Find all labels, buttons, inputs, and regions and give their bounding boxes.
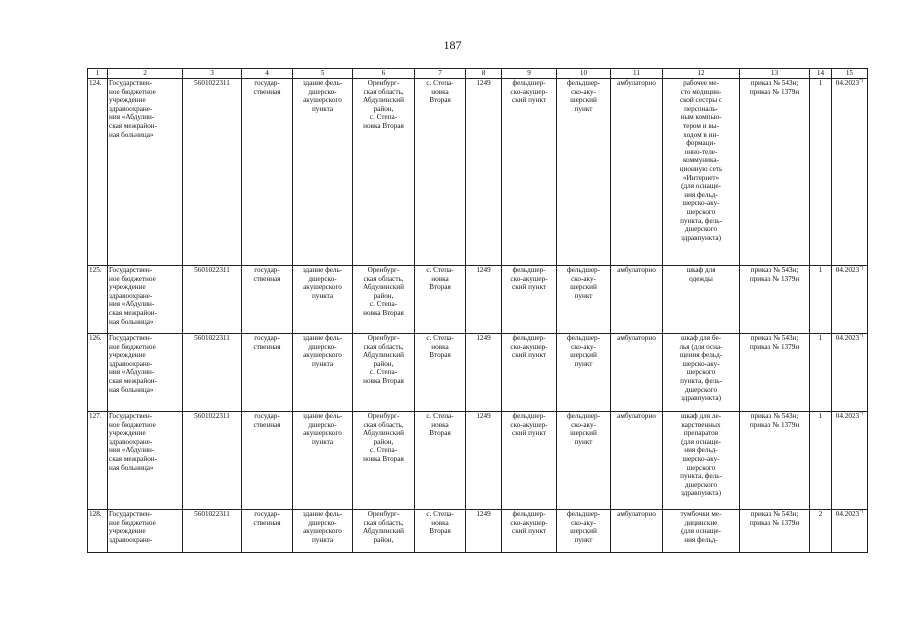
delivery-date-cell — [832, 266, 868, 334]
equipment-quantity: 1 — [810, 334, 832, 412]
ownership-form: государ- ственная — [242, 79, 293, 266]
settlement-code: 1249 — [466, 510, 502, 553]
column-number: 7 — [415, 69, 466, 79]
table-row — [88, 266, 868, 334]
column-number: 15 — [832, 69, 868, 79]
building-address: Оренбург- ская область, Абдулинский район, с. Степа- новка Вторая — [353, 412, 415, 510]
column-number: 11 — [611, 69, 663, 79]
footnote-mark: *) — [859, 78, 864, 84]
unit-type: фельдшер- ско-аку- шерский пункт — [557, 510, 611, 553]
equipment-quantity: 2 — [810, 510, 832, 553]
equipment-quantity: 1 — [810, 266, 832, 334]
column-number: 4 — [242, 69, 293, 79]
unit-type: фельдшер- ско-аку- шерский пункт — [557, 412, 611, 510]
settlement-name: с. Степа- новка Вторая — [415, 79, 466, 266]
equipment-quantity: 1 — [810, 412, 832, 510]
table-row — [88, 412, 868, 510]
column-number-row — [88, 69, 868, 79]
ownership-form: государ- ственная — [242, 412, 293, 510]
building-address: Оренбург- ская область, Абдулинский район, — [353, 510, 415, 553]
building-name: здание фель- дшерско- акушерского пункта — [293, 412, 353, 510]
unit-name: фельдшер- ско-акушер- ский пункт — [502, 334, 557, 412]
delivery-date: 04.2023 — [835, 510, 860, 518]
column-number: 3 — [183, 69, 242, 79]
column-number: 8 — [466, 69, 502, 79]
unit-type: фельдшер- ско-аку- шерский пункт — [557, 79, 611, 266]
delivery-date: 04.2023 — [835, 266, 860, 274]
building-address: Оренбург- ская область, Абдулинский район, с. Степа- новка Вторая — [353, 79, 415, 266]
organization-name: Государствен- ное бюджетное учреждение здравоохране- ния «Абдулин- ская межрайон- ная больница» — [108, 334, 183, 412]
delivery-date: 04.2023 — [835, 412, 860, 420]
unit-type: фельдшер- ско-аку- шерский пункт — [557, 266, 611, 334]
unit-name: фельдшер- ско-акушер- ский пункт — [502, 79, 557, 266]
row-number: 126. — [88, 334, 108, 412]
unit-name: фельдшер- ско-акушер- ский пункт — [502, 266, 557, 334]
organization-code: 5601022311 — [183, 412, 242, 510]
delivery-date-cell — [832, 334, 868, 412]
organization-name: Государствен- ное бюджетное учреждение здравоохране- ния «Абдулин- ская межрайон- ная больница» — [108, 79, 183, 266]
column-number: 9 — [502, 69, 557, 79]
settlement-name: с. Степа- новка Вторая — [415, 334, 466, 412]
equipment-name: рабочее ме- сто медицин- ской сестры с персональ- ным компью- тером и вы- ходом в ин- формаци- онно-теле- коммуника- ционную сеть «Интернет» (для оснаще- ния фельд- шерско-аку- шерского пункта, фель- дшерского здравпункта) — [663, 79, 740, 266]
care-form: амбулаторно — [611, 510, 663, 553]
column-number: 12 — [663, 69, 740, 79]
page-number: 187 — [443, 38, 462, 52]
order-reference: приказ № 543н; приказ № 1379н — [740, 412, 810, 510]
table-row — [88, 510, 868, 553]
column-number: 14 — [810, 69, 832, 79]
column-number: 5 — [293, 69, 353, 79]
order-reference: приказ № 543н; приказ № 1379н — [740, 79, 810, 266]
column-number: 13 — [740, 69, 810, 79]
registry-table — [87, 68, 868, 553]
equipment-name: тумбочки ме- дицинские (для оснаще- ния фельд- — [663, 510, 740, 553]
settlement-code: 1249 — [466, 266, 502, 334]
settlement-name: с. Степа- новка Вторая — [415, 510, 466, 553]
organization-name: Государствен- ное бюджетное учреждение здравоохране- ния «Абдулин- ская межрайон- ная больница» — [108, 412, 183, 510]
ownership-form: государ- ственная — [242, 334, 293, 412]
unit-type: фельдшер- ско-аку- шерский пункт — [557, 334, 611, 412]
settlement-name: с. Степа- новка Вторая — [415, 412, 466, 510]
settlement-code: 1249 — [466, 412, 502, 510]
footnote-mark: *) — [859, 509, 864, 515]
care-form: амбулаторно — [611, 412, 663, 510]
organization-code: 5601022311 — [183, 510, 242, 553]
column-number: 2 — [108, 69, 183, 79]
organization-name: Государствен- ное бюджетное учреждение здравоохране- ния «Абдулин- ская межрайон- ная больница» — [108, 266, 183, 334]
ownership-form: государ- ственная — [242, 266, 293, 334]
column-number: 6 — [353, 69, 415, 79]
row-number: 127. — [88, 412, 108, 510]
column-number: 1 — [88, 69, 108, 79]
equipment-name: шкаф для ле- карственных препаратов (для оснаще- ния фельд- шерско-аку- шерского пункта, фель- дшерского здравпункта) — [663, 412, 740, 510]
building-name: здание фель- дшерско- акушерского пункта — [293, 334, 353, 412]
unit-name: фельдшер- ско-акушер- ский пункт — [502, 510, 557, 553]
row-number: 128. — [88, 510, 108, 553]
delivery-date: 04.2023 — [835, 79, 860, 87]
table-row — [88, 79, 868, 266]
footnote-mark: *) — [859, 411, 864, 417]
delivery-date-cell — [832, 510, 868, 553]
organization-code: 5601022311 — [183, 334, 242, 412]
settlement-name: с. Степа- новка Вторая — [415, 266, 466, 334]
delivery-date-cell — [832, 412, 868, 510]
equipment-quantity: 1 — [810, 79, 832, 266]
settlement-code: 1249 — [466, 334, 502, 412]
care-form: амбулаторно — [611, 79, 663, 266]
row-number: 125. — [88, 266, 108, 334]
building-name: здание фель- дшерско- акушерского пункта — [293, 79, 353, 266]
building-name: здание фель- дшерско- акушерского пункта — [293, 510, 353, 553]
delivery-date-cell — [832, 79, 868, 266]
column-number: 10 — [557, 69, 611, 79]
table-row — [88, 334, 868, 412]
organization-name: Государствен- ное бюджетное учреждение здравоохране- — [108, 510, 183, 553]
building-name: здание фель- дшерско- акушерского пункта — [293, 266, 353, 334]
delivery-date: 04.2023 — [835, 334, 860, 342]
building-address: Оренбург- ская область, Абдулинский район, с. Степа- новка Вторая — [353, 266, 415, 334]
organization-code: 5601022311 — [183, 79, 242, 266]
equipment-name: шкаф для бе- лья (для осна- щения фельд- шерско-аку- шерского пункта, фель- дшерского здравпункта) — [663, 334, 740, 412]
equipment-name: шкаф для одежды — [663, 266, 740, 334]
settlement-code: 1249 — [466, 79, 502, 266]
unit-name: фельдшер- ско-акушер- ский пункт — [502, 412, 557, 510]
order-reference: приказ № 543н; приказ № 1379н — [740, 266, 810, 334]
footnote-mark: *) — [859, 333, 864, 339]
ownership-form: государ- ственная — [242, 510, 293, 553]
footnote-mark: *) — [859, 265, 864, 271]
organization-code: 5601022311 — [183, 266, 242, 334]
row-number: 124. — [88, 79, 108, 266]
care-form: амбулаторно — [611, 334, 663, 412]
order-reference: приказ № 543н; приказ № 1379н — [740, 334, 810, 412]
order-reference: приказ № 543н; приказ № 1379н — [740, 510, 810, 553]
care-form: амбулаторно — [611, 266, 663, 334]
building-address: Оренбург- ская область, Абдулинский район, с. Степа- новка Вторая — [353, 334, 415, 412]
